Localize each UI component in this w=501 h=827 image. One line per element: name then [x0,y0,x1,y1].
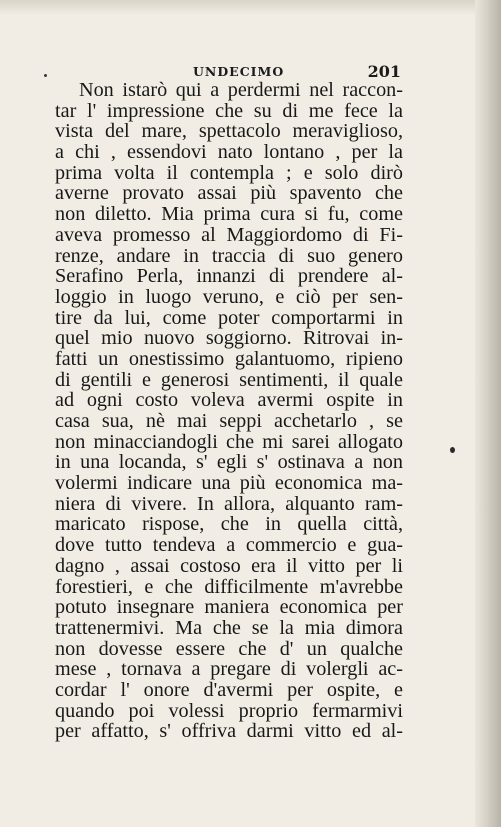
text-line: volermi indicare una più economica ma- [55,472,403,495]
text-line: niera di vivere. In allora, alquanto ram- [55,492,403,515]
text-line: potuto insegnare maniera economica per [55,596,403,619]
text-line: mese , tornava a pregare di volergli ac- [55,658,403,681]
running-head: UNDECIMO [193,64,285,79]
text-line: tar l' impressione che su di me fece la [55,99,403,122]
text-line: forestieri, e che difficilmente m'avrebbe [55,575,403,598]
text-line: loggio in luogo veruno, e ciò per sen- [55,285,403,308]
body-text [55,80,403,742]
text-line: prima volta il contempla ; e solo dirò [55,161,403,184]
text-line: per affatto, s' offriva darmi vitto ed al- [55,720,403,743]
text-line: ad ogni costo voleva avermi ospite in [55,389,403,412]
text-line: dove tutto tendeva a commercio e gua- [55,534,403,557]
text-line: non diletto. Mia prima cura si fu, come [55,203,403,226]
text-line: non dovesse essere che d' un qualche [55,637,403,660]
text-line: in una locanda, s' egli s' ostinava a non [55,451,403,474]
page-top-shadow [0,0,501,14]
text-line: quel mio nuovo soggiorno. Ritrovai in- [55,327,403,350]
text-line: vista del mare, spettacolo meraviglioso, [55,120,403,143]
text-line: di gentili e generosi sentimenti, il quale [55,368,403,391]
text-line: tire da lui, come poter comportarmi in [55,306,403,329]
text-line: cordar l' onore d'avermi per ospite, e [55,678,403,701]
text-line: trattenermivi. Ma che se la mia dimora [55,616,403,639]
text-line: non minacciandogli che mi sarei allogato [55,430,403,453]
text-line: casa sua, nè mai seppi acchetarlo , se [55,410,403,432]
text-line: aveva promesso al Maggiordomo di Fi- [55,223,403,246]
page-edge-shadow [475,0,501,827]
text-line: dagno , assai costoso era il vitto per li [55,554,403,577]
text-line: averne provato assai più spavento che [55,182,403,205]
page-number: 201 [367,62,401,81]
text-line: Non istarò qui a perdermi nel raccon- [79,79,403,101]
text-line: renze, andare in traccia di suo genero [55,244,403,267]
ink-speck [44,74,47,77]
text-line: maricato rispose, che in quella città, [55,513,403,536]
text-line: fatti un onestissimo galantuomo, ripieno [55,347,403,370]
text-line: Serafino Perla, innanzi di prendere al- [55,265,403,288]
text-line: a chi , essendovi nato lontano , per la [55,141,403,164]
text-line: quando poi volessi proprio fermarmivi [55,699,403,722]
ink-speck [450,447,455,453]
